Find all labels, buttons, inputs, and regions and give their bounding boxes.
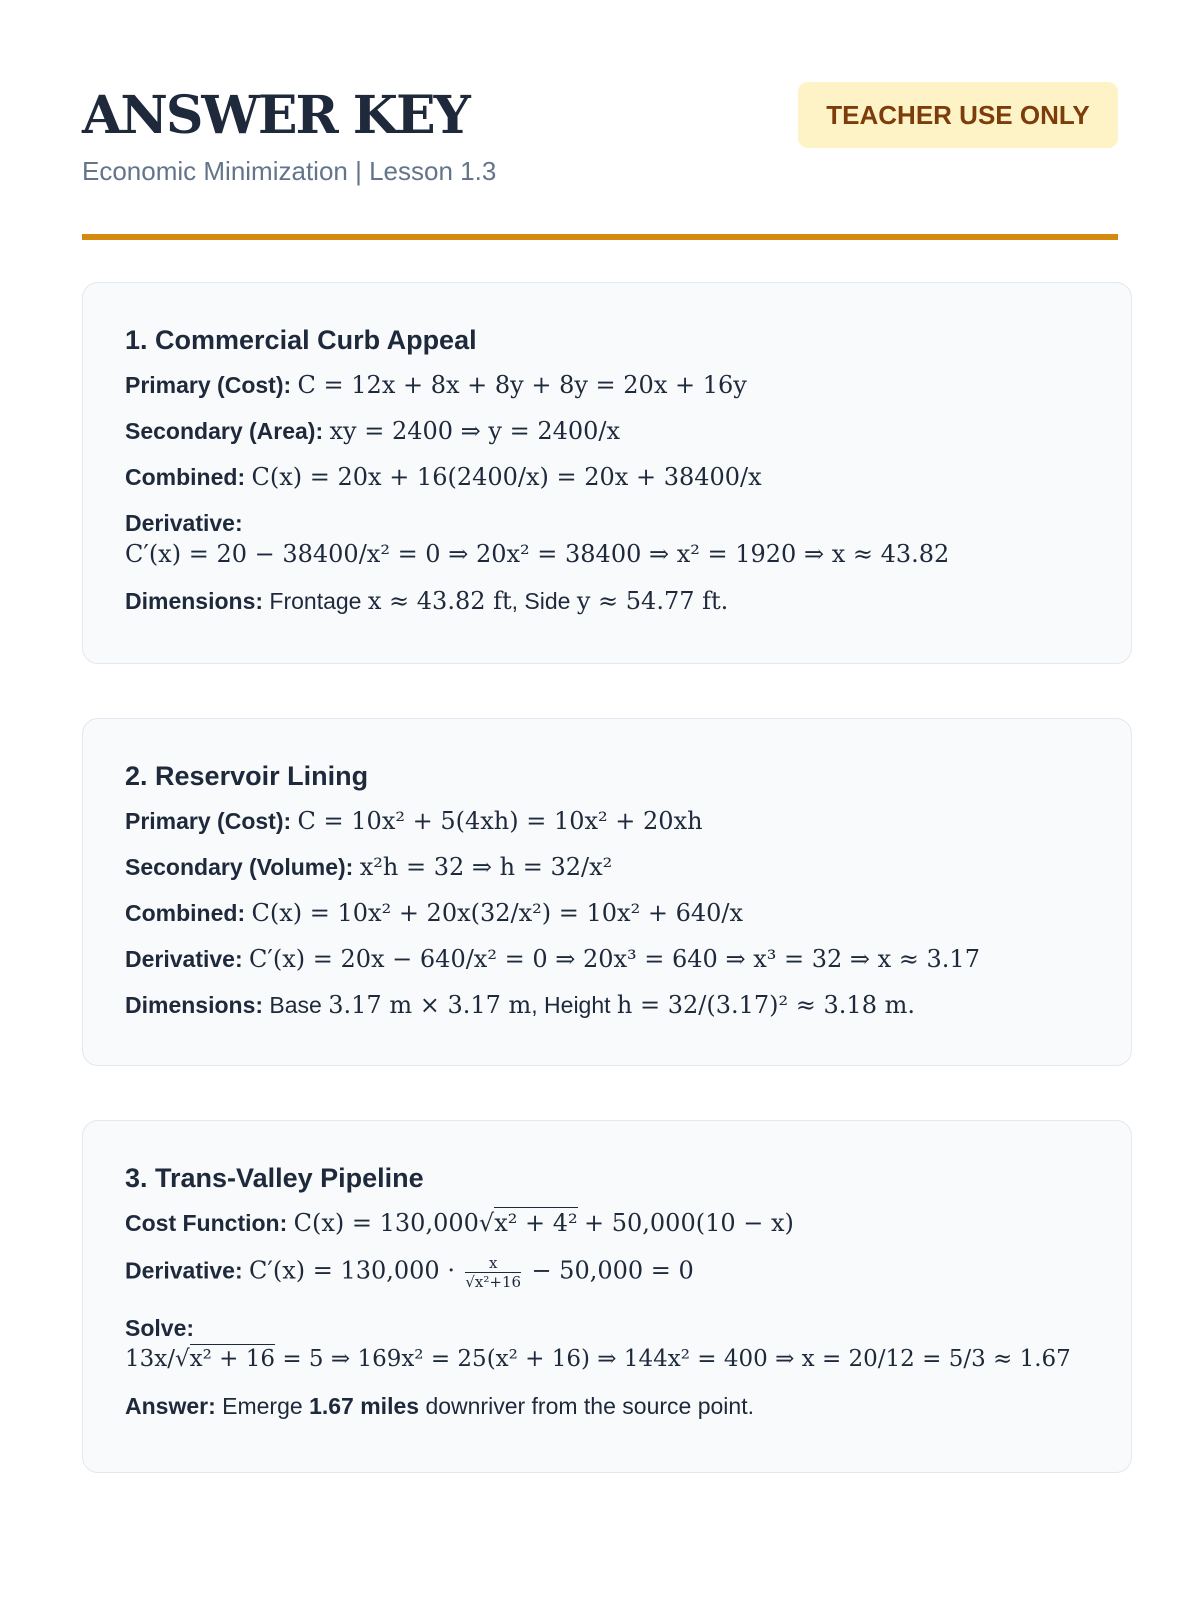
problem-card-3 [82,1120,1132,1473]
problem-title: 2. Reservoir Lining [125,761,369,791]
combined-equation: Combined: C(x) = 20x + 16(2400/x) = 20x + 38400/x [125,463,762,491]
dimensions-line: Dimensions: Base 3.17 m × 3.17 m, Height h = 32/(3.17)² ≈ 3.18 m. [125,991,915,1019]
derivative-equation: Derivative: C′(x) = 20x − 640/x² = 0 ⇒ 20x³ = 640 ⇒ x³ = 32 ⇒ x ≈ 3.17 [125,945,980,973]
combined-equation: Combined: C(x) = 10x² + 20x(32/x²) = 10x² + 640/x [125,899,743,927]
primary-equation: Primary (Cost): C = 10x² + 5(4xh) = 10x² + 20xh [125,807,703,835]
derivative-equation: C′(x) = 20 − 38400/x² = 0 ⇒ 20x² = 38400 ⇒ x² = 1920 ⇒ x ≈ 43.82 [125,540,950,568]
dimensions-line: Dimensions: Frontage x ≈ 43.82 ft, Side y ≈ 54.77 ft. [125,587,729,615]
answer-line: Answer: Emerge 1.67 miles downriver from the source point. [125,1393,754,1419]
page-title: ANSWER KEY [82,85,469,146]
derivative-fraction: $\frac{x}{\text{√x²+16}}$ [465,1254,522,1291]
secondary-equation: Secondary (Area): xy = 2400 ⇒ y = 2400/x [125,417,621,445]
problem-title: 3. Trans-Valley Pipeline [125,1163,424,1193]
derivative-equation: Derivative: C′(x) = 130,000 · $\frac{x}{\text{√x²+16}}$ − 50,000 = 0 [125,1254,694,1291]
header-divider [82,234,1118,240]
secondary-equation: Secondary (Volume): x²h = 32 ⇒ h = 32/x² [125,853,613,881]
header [82,0,1118,234]
page-subtitle: Economic Minimization | Lesson 1.3 [82,156,497,186]
problem-card-1 [82,282,1132,664]
problem-title: 1. Commercial Curb Appeal [125,325,477,355]
teacher-use-badge: TEACHER USE ONLY [798,82,1118,148]
primary-equation: Primary (Cost): C = 12x + 8x + 8y + 8y = 20x + 16y [125,371,747,399]
solve-label: Solve: [125,1315,195,1341]
solve-equation: 13x/√x² + 16 = 5 ⇒ 169x² = 25(x² + 16) ⇒ 144x² = 400 ⇒ x = 20/12 = 5/3 ≈ 1.67 [125,1346,1071,1372]
problem-card-2 [82,718,1132,1066]
derivative-label: Derivative: [125,510,243,536]
cost-function: Cost Function: C(x) = 130,000√x² + 4² + 50,000(10 − x) [125,1209,794,1237]
